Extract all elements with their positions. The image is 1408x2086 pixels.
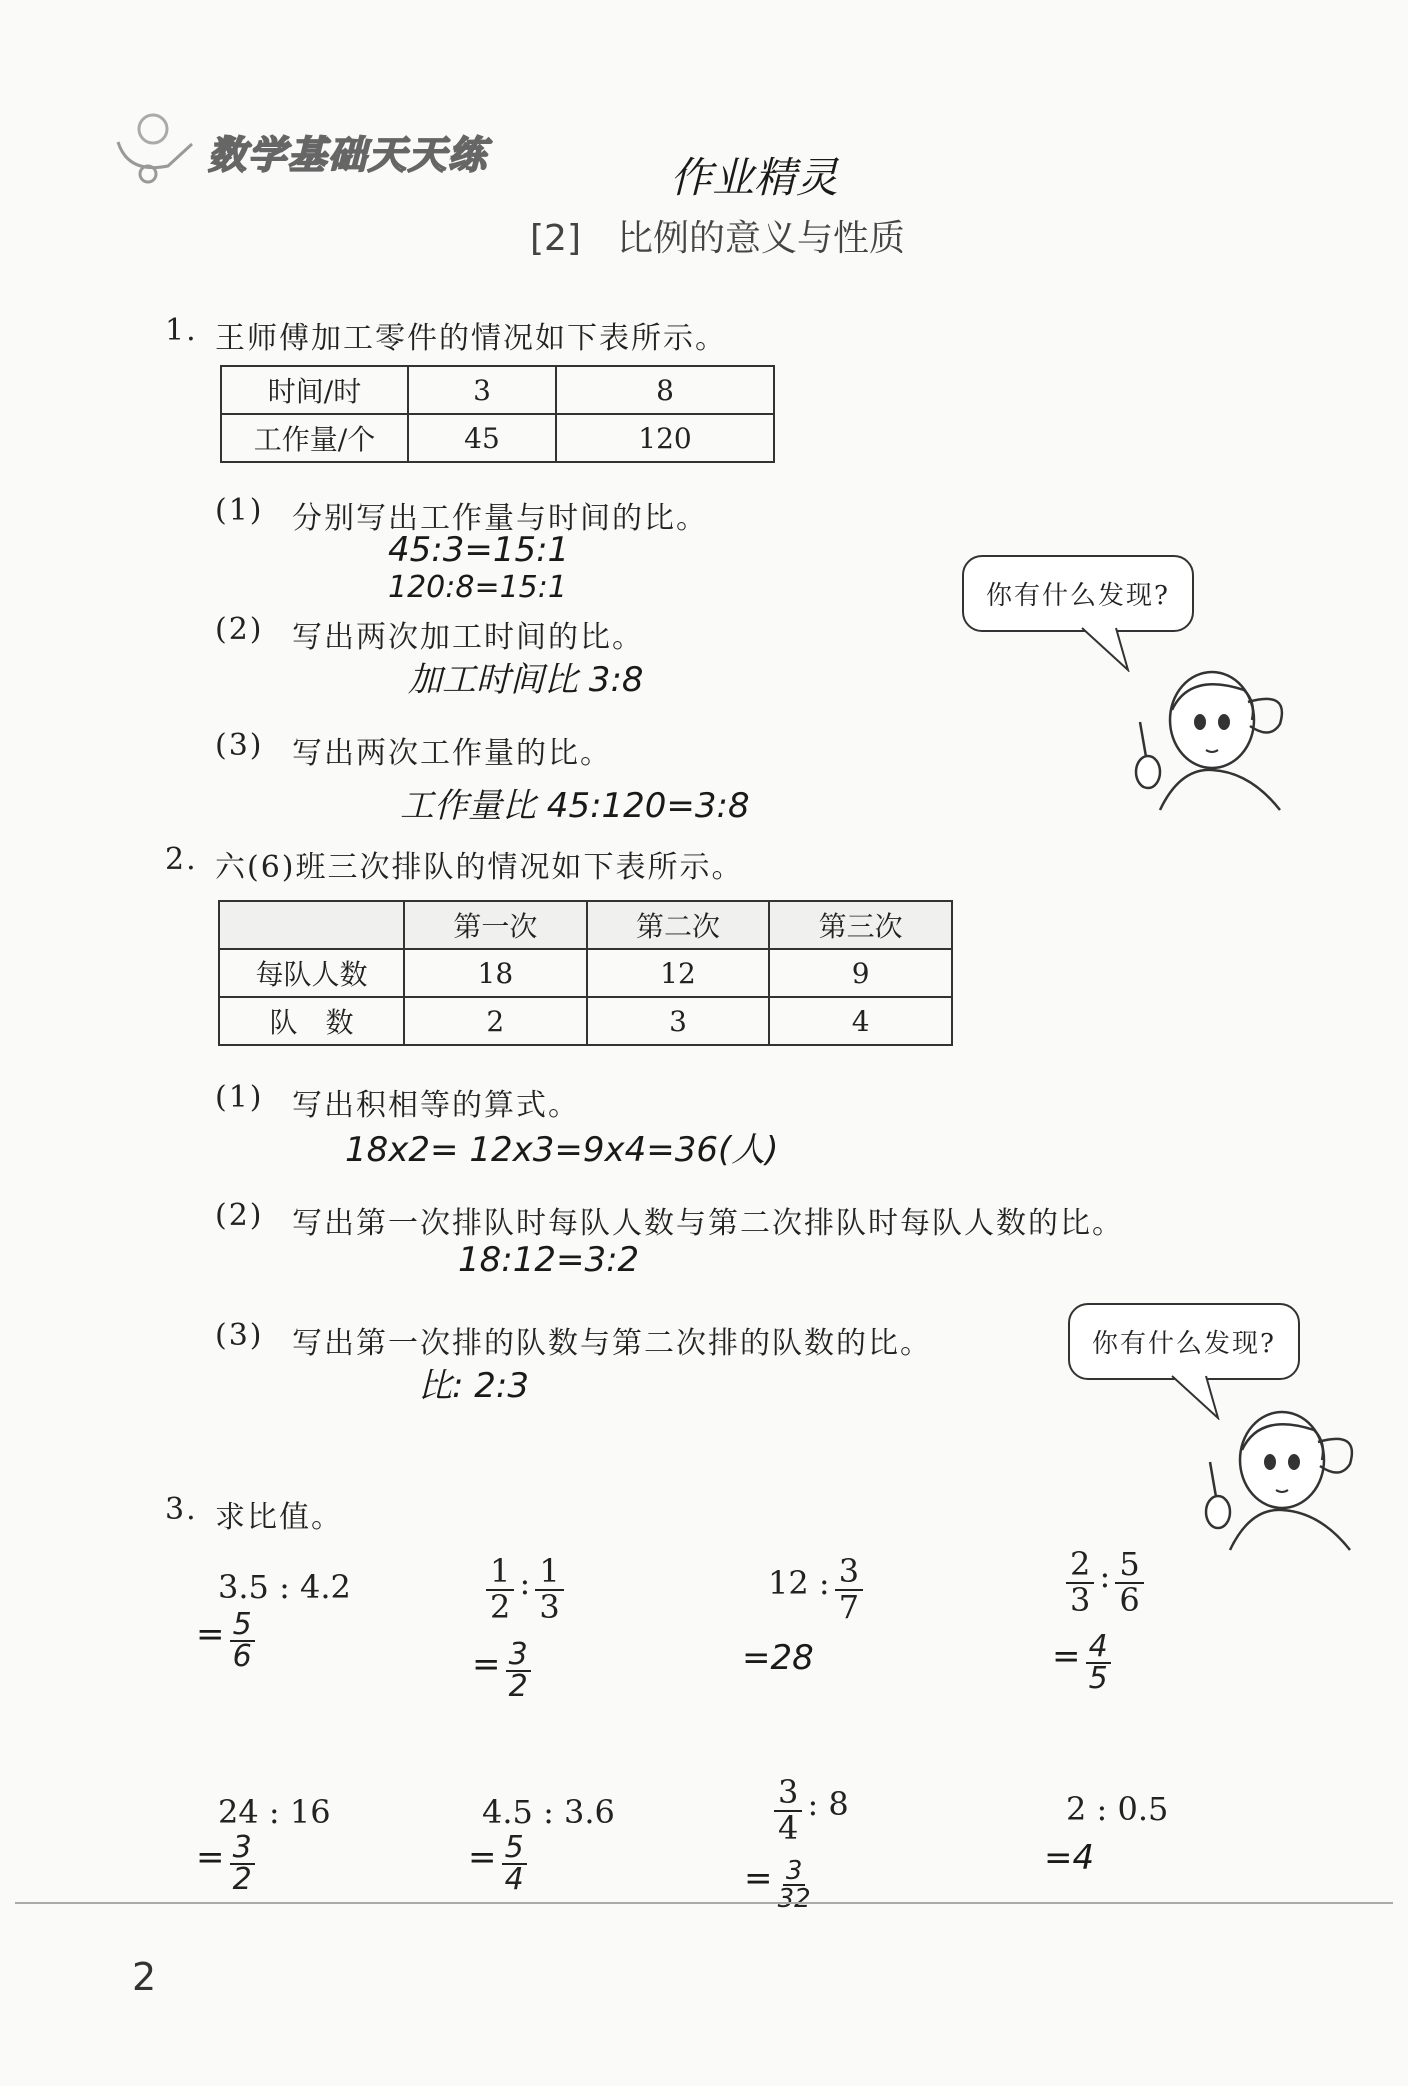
cart-logo-icon bbox=[108, 104, 198, 184]
page-number: 2 bbox=[132, 1955, 157, 1999]
table-cell: 每队人数 bbox=[219, 949, 404, 997]
ratio-expression: 24 : 16 bbox=[218, 1793, 331, 1831]
table-cell: 第二次 bbox=[587, 901, 770, 949]
table-cell bbox=[219, 901, 404, 949]
ratio-answer: = $\frac{4}{5}$ bbox=[1052, 1632, 1111, 1694]
q1-text: 王师傅加工零件的情况如下表所示。 bbox=[215, 321, 727, 356]
brand-title: 数学基础天天练 bbox=[208, 133, 489, 177]
table-cell: 120 bbox=[556, 414, 774, 462]
q3-text: 求比值。 bbox=[215, 1500, 343, 1535]
q2-part2-label: (2) bbox=[215, 1198, 264, 1233]
q2-part2-answer: 18:12=3:2 bbox=[458, 1240, 640, 1280]
ratio-answer: =4 bbox=[1044, 1838, 1095, 1878]
girl-pointing-icon bbox=[1120, 650, 1300, 820]
table-cell: 45 bbox=[408, 414, 556, 462]
ratio-answer: = $\frac{3}{2}$ bbox=[472, 1640, 531, 1702]
q2-part1-answer: 18x2= 12x3=9x4=36(人) bbox=[345, 1130, 779, 1170]
ratio-expression: $\frac{3}{4}$ : 8 bbox=[774, 1776, 849, 1845]
table-cell: 4 bbox=[769, 997, 952, 1045]
q3-number: 3. bbox=[165, 1492, 198, 1527]
q1-table bbox=[220, 365, 775, 463]
ratio-answer: = $\frac{5}{4}$ bbox=[468, 1833, 527, 1895]
ratio-answer: =28 bbox=[742, 1638, 814, 1678]
speech-bubble: 你有什么发现? bbox=[1068, 1303, 1300, 1380]
ratio-expression: $\frac{2}{3}$ : $\frac{5}{6}$ bbox=[1066, 1548, 1144, 1617]
table-cell: 12 bbox=[587, 949, 770, 997]
table-cell: 时间/时 bbox=[221, 366, 408, 414]
q2-part1-label: (1) bbox=[215, 1080, 264, 1115]
q1-part1-text: 分别写出工作量与时间的比。 bbox=[292, 501, 708, 536]
table-cell: 8 bbox=[556, 366, 774, 414]
q1-part3-text: 写出两次工作量的比。 bbox=[292, 736, 612, 771]
table-row bbox=[221, 414, 774, 462]
table-row bbox=[219, 949, 952, 997]
ratio-expression: $\frac{1}{2}$ : $\frac{1}{3}$ bbox=[486, 1555, 564, 1624]
footer-divider bbox=[15, 1902, 1393, 1904]
q1-part2-answer: 加工时间比 3:8 bbox=[408, 660, 644, 700]
q2-part1-text: 写出积相等的算式。 bbox=[292, 1088, 580, 1123]
q1-part3-answer: 工作量比 45:120=3:8 bbox=[400, 786, 750, 826]
q2-text: 六(6)班三次排队的情况如下表所示。 bbox=[215, 850, 744, 885]
q2-part3-answer: 比: 2:3 bbox=[418, 1366, 529, 1406]
q2-part3-text: 写出第一次排的队数与第二次排的队数的比。 bbox=[292, 1326, 932, 1361]
q1-part2-label: (2) bbox=[215, 612, 264, 647]
table-cell: 3 bbox=[587, 997, 770, 1045]
ratio-expression: 2 : 0.5 bbox=[1066, 1790, 1169, 1828]
table-row bbox=[219, 997, 952, 1045]
ratio-expression: 4.5 : 3.6 bbox=[482, 1793, 615, 1831]
lesson-subtitle: [2] 比例的意义与性质 bbox=[530, 218, 905, 259]
table-cell: 第三次 bbox=[769, 901, 952, 949]
ratio-expression: 12 : $\frac{3}{7}$ bbox=[768, 1555, 863, 1624]
table-cell: 3 bbox=[408, 366, 556, 414]
q2-table bbox=[218, 900, 953, 1046]
q1-part2-text: 写出两次加工时间的比。 bbox=[292, 620, 644, 655]
ratio-expression: 3.5 : 4.2 bbox=[218, 1568, 351, 1606]
q1-number: 1. bbox=[165, 313, 198, 348]
speech-bubble: 你有什么发现? bbox=[962, 555, 1194, 632]
q2-part3-label: (3) bbox=[215, 1318, 264, 1353]
table-cell: 9 bbox=[769, 949, 952, 997]
table-cell: 队 数 bbox=[219, 997, 404, 1045]
q1-part1-answer: 45:3=15:1 bbox=[388, 530, 570, 570]
table-cell: 18 bbox=[404, 949, 587, 997]
ratio-answer: = $\frac{3}{2}$ bbox=[196, 1833, 255, 1895]
brand-logo bbox=[108, 104, 528, 184]
table-row bbox=[221, 366, 774, 414]
q2-part2-text: 写出第一次排队时每队人数与第二次排队时每队人数的比。 bbox=[292, 1206, 1124, 1241]
q2-number: 2. bbox=[165, 842, 198, 877]
q1-part1-answer: 120:8=15:1 bbox=[388, 570, 567, 605]
ratio-answer: = $\frac{3}{32}$ bbox=[744, 1856, 811, 1914]
table-row bbox=[219, 901, 952, 949]
table-cell: 2 bbox=[404, 997, 587, 1045]
ratio-answer: = $\frac{5}{6}$ bbox=[196, 1610, 255, 1672]
table-cell: 第一次 bbox=[404, 901, 587, 949]
q1-part1-label: (1) bbox=[215, 493, 264, 528]
section-title: 作业精灵 bbox=[670, 153, 839, 202]
table-cell: 工作量/个 bbox=[221, 414, 408, 462]
q1-part3-label: (3) bbox=[215, 728, 264, 763]
girl-pointing-icon bbox=[1190, 1390, 1370, 1560]
